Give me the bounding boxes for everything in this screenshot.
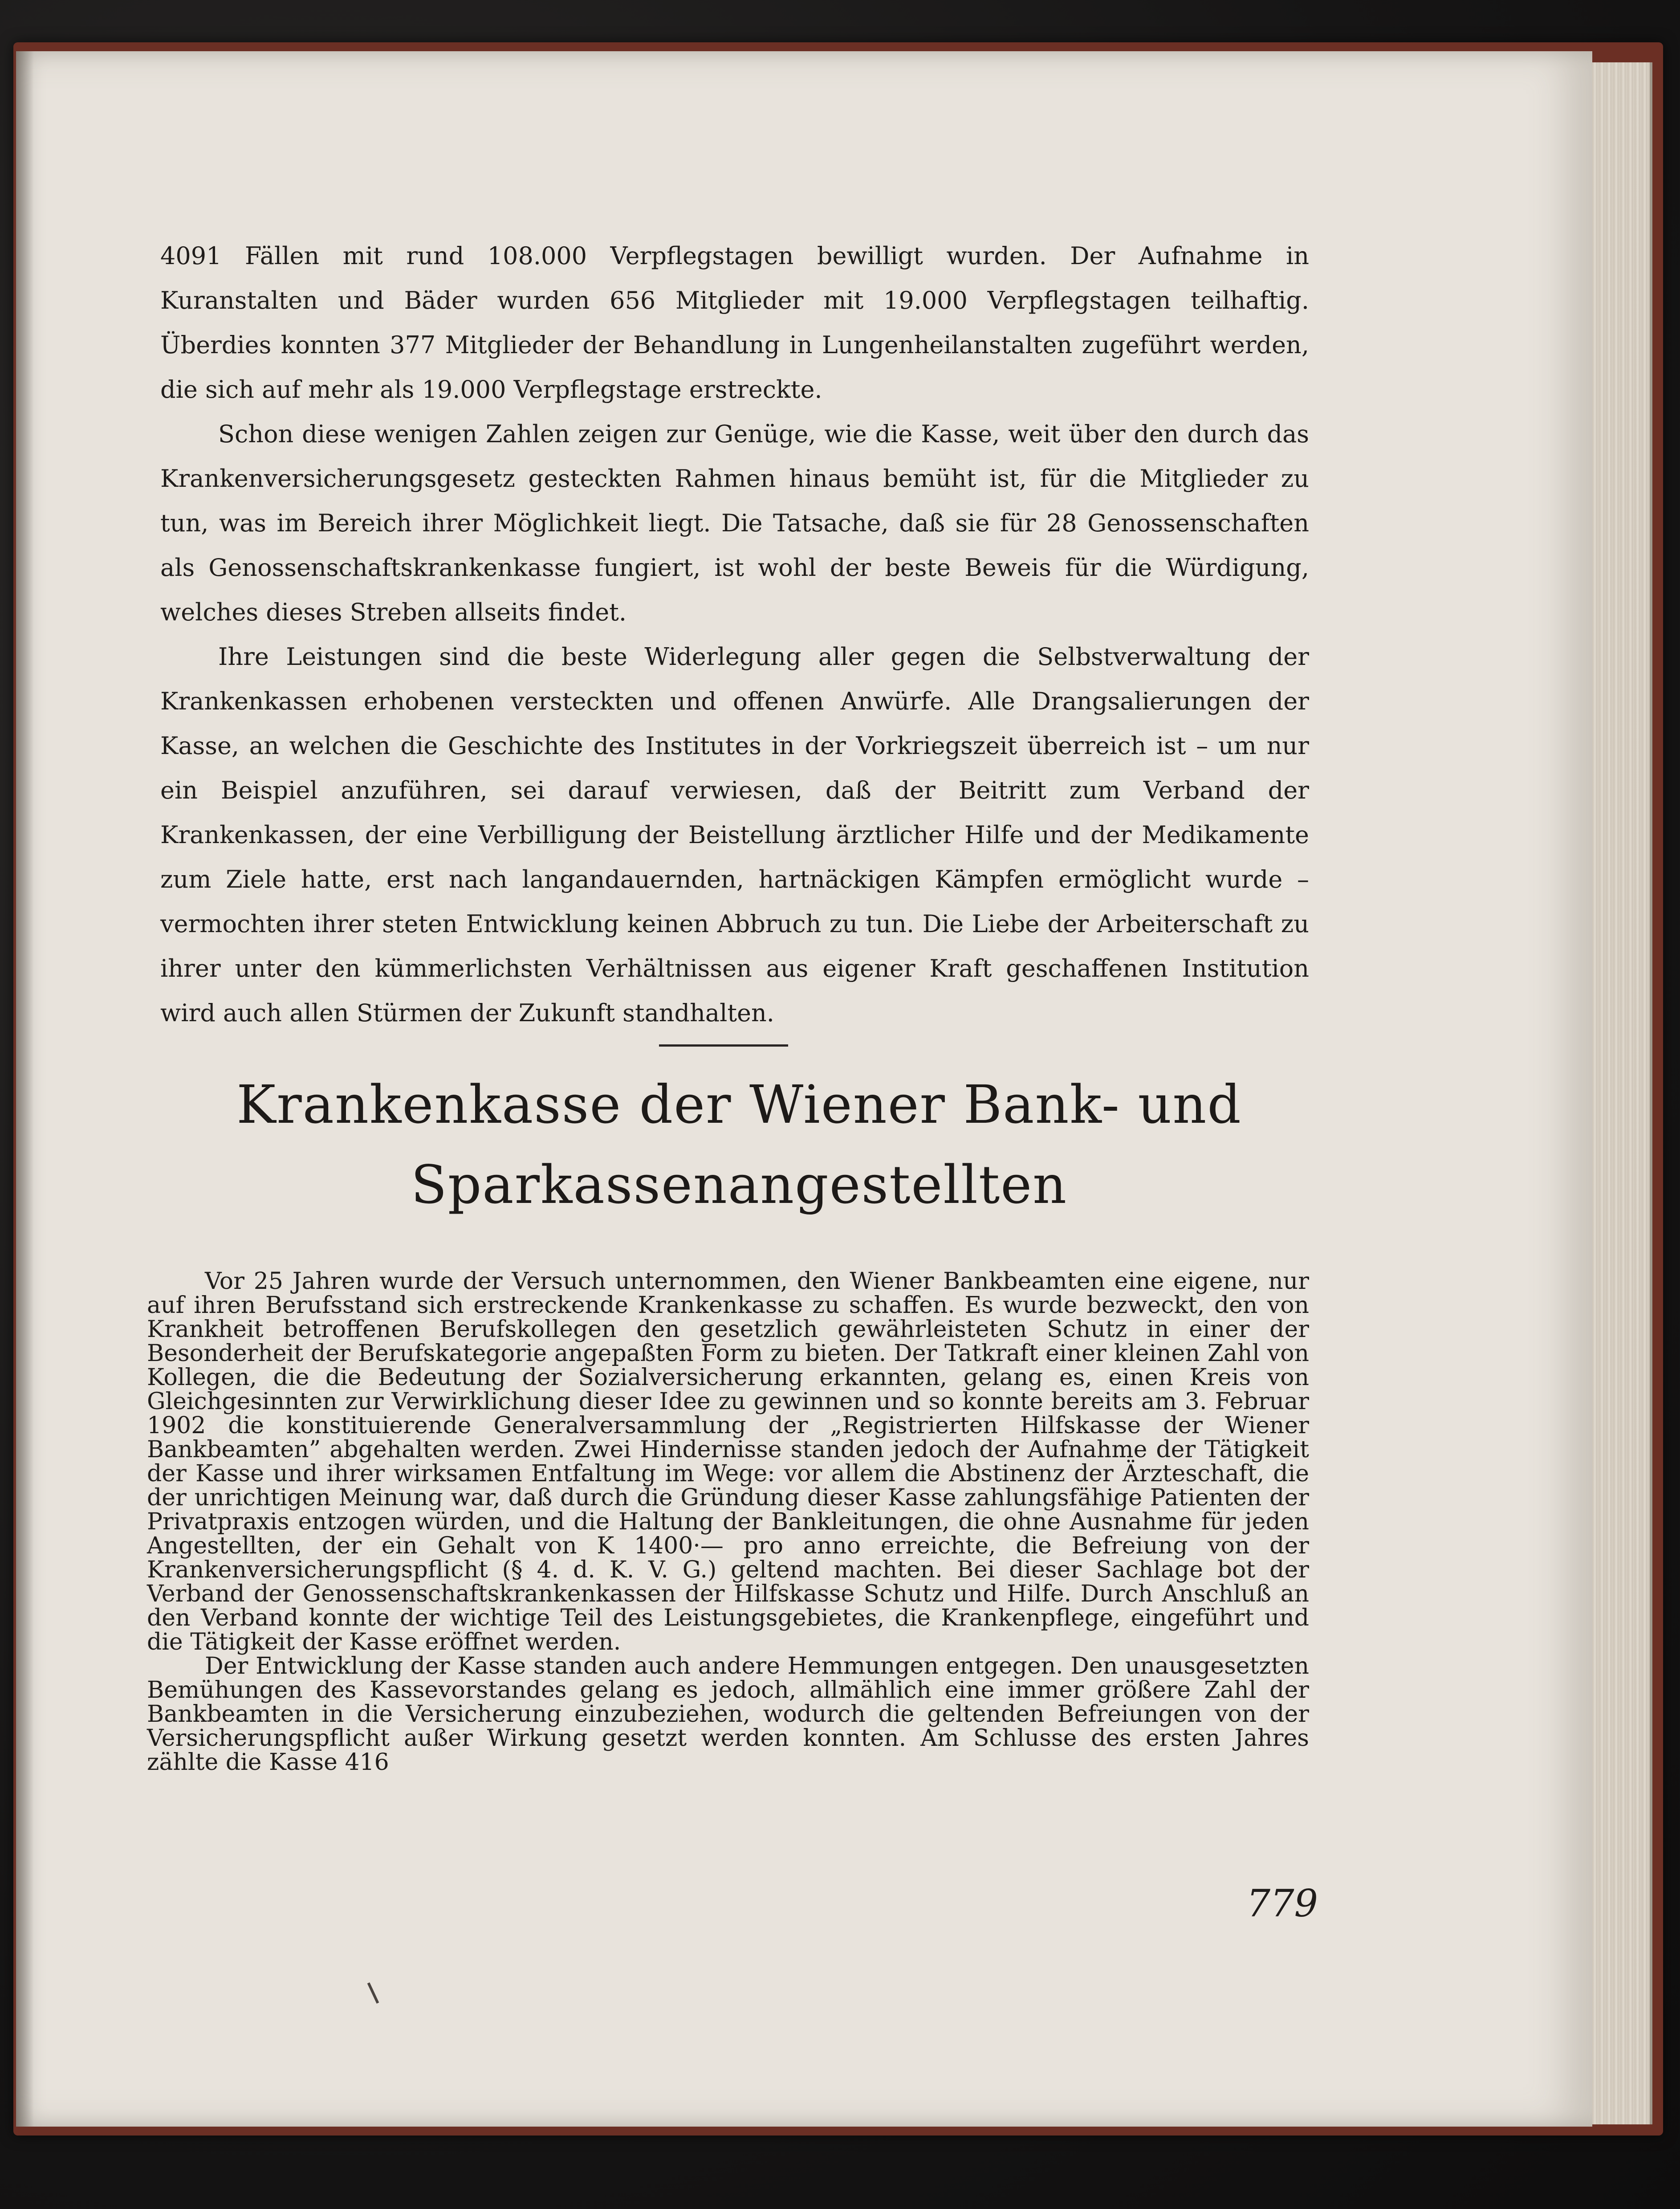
upper-text-section — [160, 234, 1309, 1035]
paragraph: 4091 Fällen mit rund 108.000 Verpflegstagen bewilligt wurden. Der Aufnahme in Kuranstalten und Bäder wurden 656 Mitglieder mit 19.000 Verpflegstagen teilhaftig. Überdies konnten 377 Mitglieder der Behandlung in Lungenheilanstalten zugeführt werden, die sich auf mehr als 19.000 Verpflegstage erstreckte. — [160, 242, 1309, 403]
section-divider — [659, 1044, 788, 1047]
heading-line-1: Krankenkasse der Wiener Bank- und — [236, 1074, 1242, 1135]
paragraph: Vor 25 Jahren wurde der Versuch unternommen, den Wiener Bankbeamten eine eigene, nur auf ihren Berufsstand sich erstreckende Krankenkasse zu schaffen. Es wurde bezweckt, den von Krankheit betroffenen Berufskollegen den gesetzlich gewährleisteten Schutz in einer der Besonderheit der Berufskategorie angepaßten Form zu bieten. Der Tatkraft einer kleinen Zahl von Kollegen, die die Bedeutung der Sozialversicherung erkannten, gelang es, einen Kreis von Gleichgesinnten zur Verwirklichung dieser Idee zu gewinnen und so konnte bereits am 3. Februar 1902 die konstituierende Generalversammlung der „Registrierten Hilfskasse der Wiener Bankbeamten” abgehalten werden. Zwei Hindernisse standen jedoch der Aufnahme der Tätigkeit der Kasse und ihrer wirksamen Entfaltung im Wege: vor allem die Abstinenz der Ärzteschaft, die der unrichtigen Meinung war, daß durch die Gründung dieser Kasse zahlungsfähige Patienten der Privatpraxis entzogen würden, und die Haltung der Bankleitungen, die ohne Ausnahme für jeden Angestellten, der ein Gehalt von K 1400·— pro anno erreichte, die Befreiung von der Krankenversicherungspflicht (§ 4. d. K. V. G.) geltend machten. Bei dieser Sachlage bot der Verband der Genossenschaftskrankenkassen der Hilfskasse Schutz und Hilfe. Durch Anschluß an den Verband konnte der wichtige Teil des Leistungsgebietes, die Krankenpflege, eingeführt und die Tätigkeit der Kasse eröffnet werden. — [147, 1268, 1309, 1655]
lower-text-section — [147, 1269, 1309, 1774]
paragraph: Ihre Leistungen sind die beste Widerlegung aller gegen die Selbstverwaltung der Krankenkassen erhobenen versteckten und offenen Anwürfe. Alle Drangsalierungen der Kasse, an welchen die Geschichte des Institutes in der Vorkriegszeit überreich ist – um nur ein Beispiel anzuführen, sei darauf verwiesen, daß der Beitritt zum Verband der Krankenkassen, der eine Verbilligung der Beistellung ärztlicher Hilfe und der Medikamente zum Ziele hatte, erst nach langandauernden, hartnäckigen Kämpfen ermöglicht wurde – vermochten ihrer steten Entwicklung keinen Abbruch zu tun. Die Liebe der Arbeiterschaft zu ihrer unter den kümmerlichsten Verhältnissen aus eigener Kraft geschaffenen Institution wird auch allen Stürmen der Zukunft standhalten. — [160, 643, 1309, 1027]
paragraph: Der Entwicklung der Kasse standen auch andere Hemmungen entgegen. Den unausgesetzten Bemühungen des Kassevorstandes gelang es jedoch, allmählich eine immer größere Zahl der Bankbeamten in die Versicherung einzubeziehen, wodurch die geltenden Befreiungen von der Versicherungspflicht außer Wirkung gesetzt werden konnten. Am Schlusse des ersten Jahres zählte die Kasse 416 — [147, 1653, 1309, 1776]
paragraph: Schon diese wenigen Zahlen zeigen zur Genüge, wie die Kasse, weit über den durch das Krankenversicherungsgesetz gesteckten Rahmen hinaus bemüht ist, für die Mitglieder zu tun, was im Bereich ihrer Möglichkeit liegt. Die Tatsache, daß sie für 28 Genossenschaften als Genossenschaftskrankenkasse fungiert, ist wohl der beste Beweis für die Würdigung, welches dieses Streben allseits findet. — [160, 420, 1309, 626]
page-number: 779 — [1246, 1882, 1318, 1925]
page-edges — [1583, 62, 1652, 2124]
heading-line-2: Sparkassenangestellten — [411, 1154, 1068, 1215]
gutter-shadow — [16, 51, 34, 2127]
section-heading — [205, 1064, 1273, 1225]
